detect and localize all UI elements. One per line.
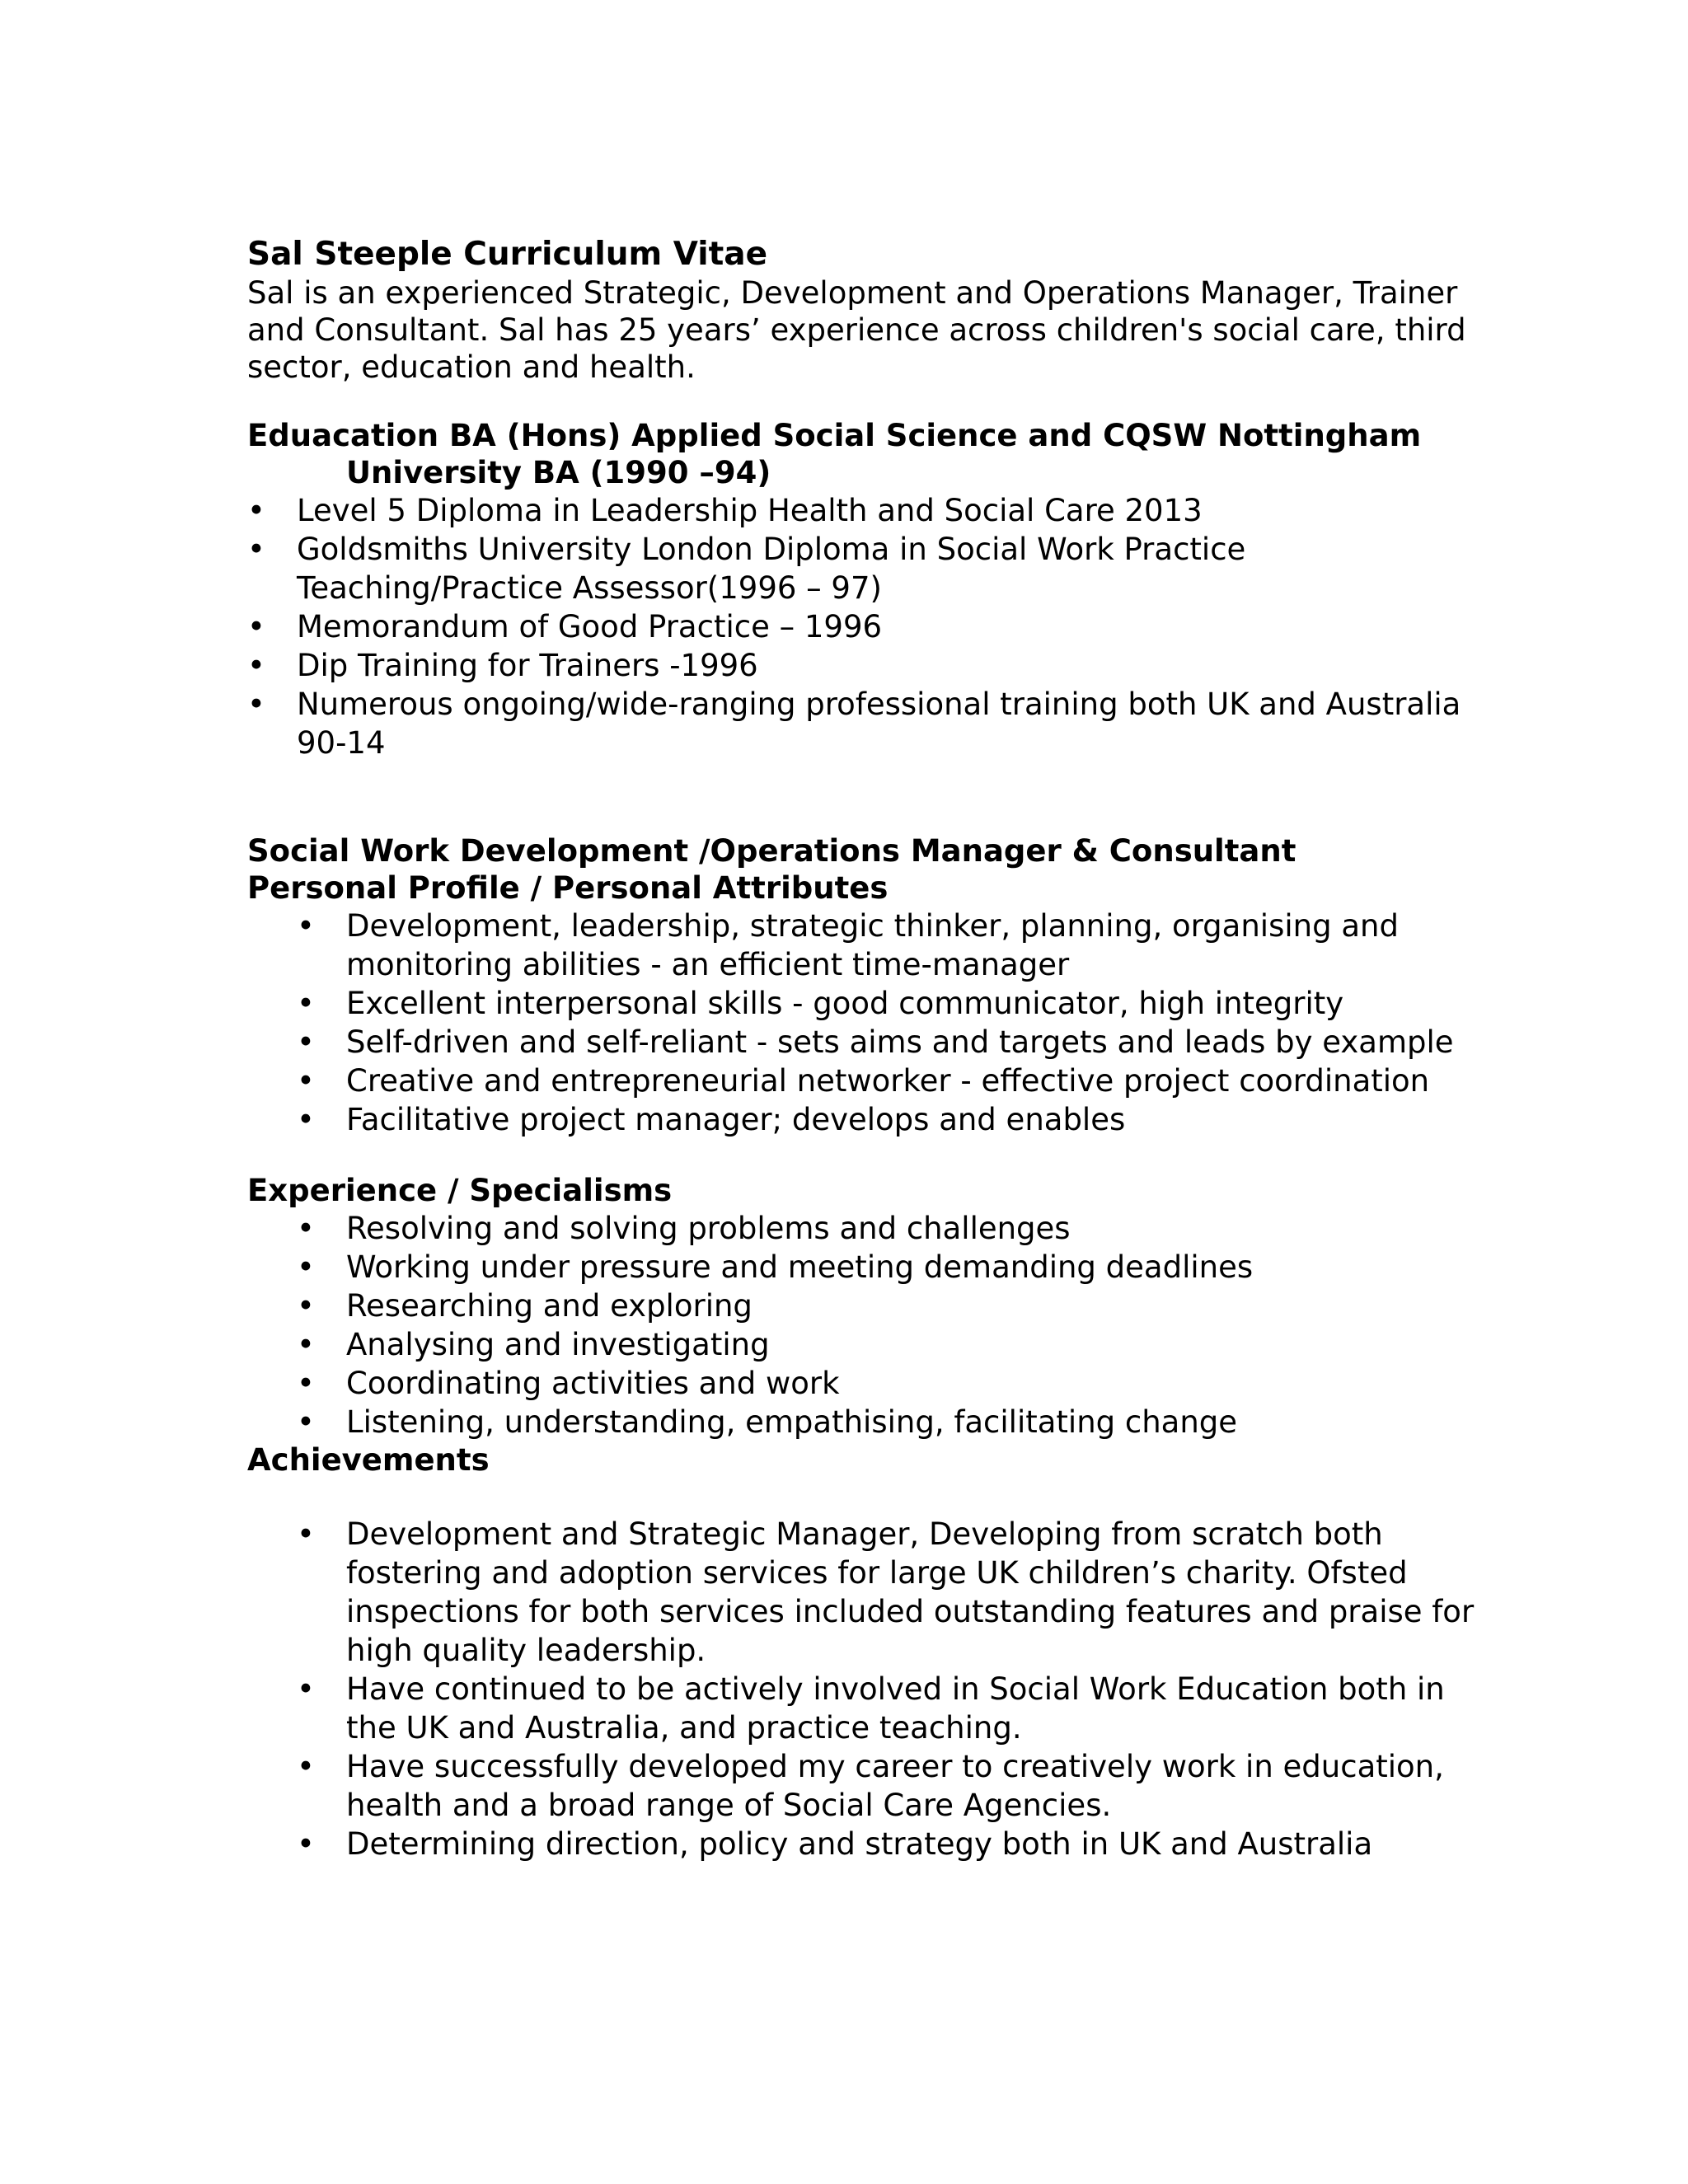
achievements-heading: Achievements (247, 1442, 490, 1478)
list-item: • Dip Training for Trainers -1996 (247, 646, 1484, 685)
cv-page (247, 235, 1484, 1863)
profile-list (247, 907, 1484, 1139)
spacer (247, 1479, 1484, 1515)
role-heading: Social Work Development /Operations Manager & Consultant (247, 833, 1296, 869)
profile-heading: Personal Profile / Personal Attributes (247, 870, 889, 906)
list-item: • Self-driven and self-reliant - sets aims and targets and leads by example (297, 1023, 1484, 1062)
achievements-list (247, 1515, 1484, 1863)
list-item: • Researching and exploring (297, 1286, 1484, 1325)
cv-intro: Sal is an experienced Strategic, Development and Operations Manager, Trainer and Consultant. Sal has 25 years’ experience across children's social care, third sector, education and health. (247, 275, 1466, 385)
list-item: • Numerous ongoing/wide-ranging professional training both UK and Australia 90-14 (247, 685, 1484, 762)
spacer (247, 762, 1484, 832)
cv-title: Sal Steeple Curriculum Vitae (247, 236, 768, 273)
list-item: • Resolving and solving problems and challenges (297, 1209, 1484, 1248)
list-item: • Development and Strategic Manager, Developing from scratch both fostering and adoption services for large UK children’s charity. Ofsted inspections for both services included outstanding features and praise for high quality leadership. (297, 1515, 1484, 1670)
list-item: • Excellent interpersonal skills - good communicator, high integrity (297, 984, 1484, 1023)
list-item: • Analysing and investigating (297, 1325, 1484, 1364)
spacer (247, 1139, 1484, 1172)
education-list (247, 491, 1484, 762)
list-item: • Coordinating activities and work (297, 1364, 1484, 1403)
list-item: • Have successfully developed my career to creatively work in education, health and a broad range of Social Care Agencies. (297, 1747, 1484, 1825)
list-item: • Goldsmiths University London Diploma in Social Work Practice Teaching/Practice Assessor(1996 – 97) (247, 530, 1484, 607)
list-item: • Development, leadership, strategic thinker, planning, organising and monitoring abilities - an efficient time-manager (297, 907, 1484, 984)
list-item: • Have continued to be actively involved in Social Work Education both in the UK and Australia, and practice teaching. (297, 1670, 1484, 1747)
experience-list (247, 1209, 1484, 1441)
education-heading: Eduacation BA (Hons) Applied Social Science and CQSW Nottingham University BA (1990 –94) (247, 418, 1422, 490)
experience-heading: Experience / Specialisms (247, 1173, 673, 1208)
list-item: • Creative and entrepreneurial networker - effective project coordination (297, 1062, 1484, 1100)
list-item: • Determining direction, policy and strategy both in UK and Australia (297, 1825, 1484, 1863)
list-item: • Facilitative project manager; develops and enables (297, 1100, 1484, 1139)
list-item: • Listening, understanding, empathising, facilitating change (297, 1403, 1484, 1441)
list-item: • Working under pressure and meeting demanding deadlines (297, 1248, 1484, 1286)
list-item: • Level 5 Diploma in Leadership Health and Social Care 2013 (247, 491, 1484, 530)
list-item: • Memorandum of Good Practice – 1996 (247, 607, 1484, 646)
